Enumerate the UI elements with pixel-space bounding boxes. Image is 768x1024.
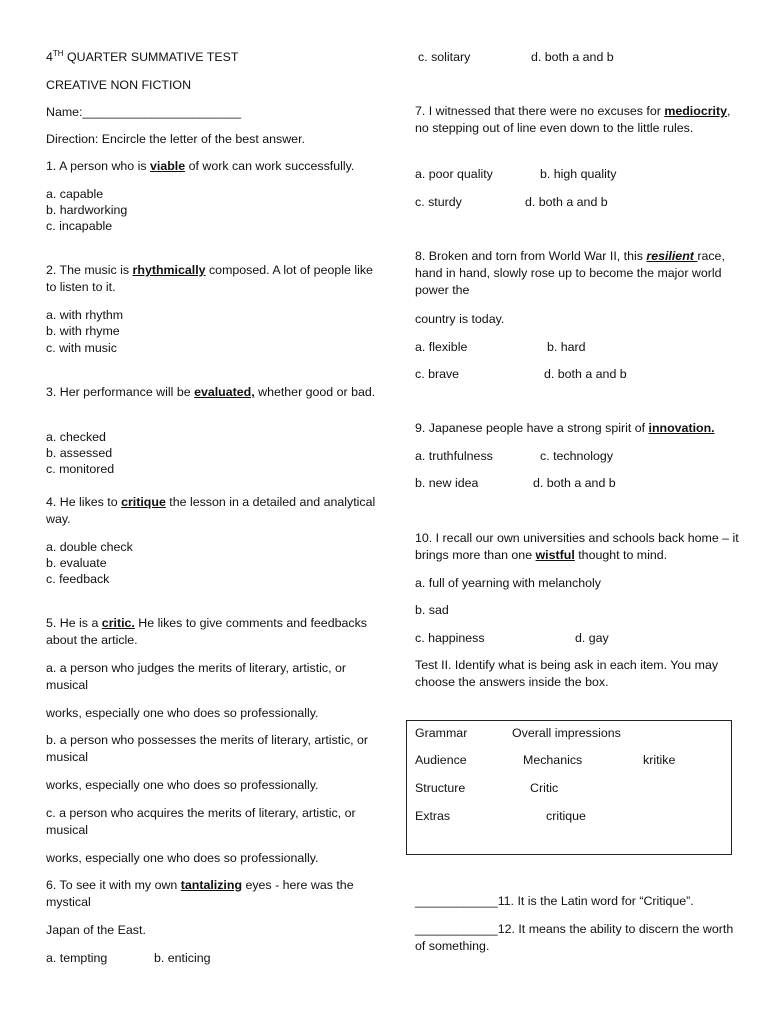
q7-option-d: d. both a and b: [525, 195, 608, 209]
q5-option-b: b. a person who possesses the merits of literary, artistic, or musical: [46, 733, 369, 764]
q4-option-c: c. feedback: [46, 572, 110, 586]
q7-option-b: b. high quality: [540, 167, 617, 181]
question-1: 1. A person who is viable of work can work successfully.: [46, 159, 355, 173]
q4-option-b: b. evaluate: [46, 556, 107, 570]
question-4: 4. He likes to critique the lesson in a detailed and analytical way.: [46, 495, 376, 526]
box-choice-critique: critique: [546, 809, 586, 823]
q9-option-d: d. both a and b: [533, 476, 616, 490]
q10-option-c: c. happiness: [415, 631, 485, 645]
name-field: Name:_______________________: [46, 105, 241, 119]
box-choice-extras: Extras: [415, 809, 451, 823]
box-choice-critic: Critic: [530, 781, 559, 795]
question-7: 7. I witnessed that there were no excuses for mediocrity, no stepping out of line even down to the little rules.: [415, 104, 731, 135]
q2-option-c: c. with music: [46, 341, 117, 355]
q5-option-b-cont: works, especially one who does so professionally.: [46, 778, 319, 792]
q10-option-b: b. sad: [415, 603, 449, 617]
box-choice-grammar: Grammar: [415, 726, 468, 740]
q5-option-c-cont: works, especially one who does so professionally.: [46, 851, 319, 865]
question-6: 6. To see it with my own tantalizing eyes - here was the mystical: [46, 878, 354, 909]
q9-option-b: b. new idea: [415, 476, 479, 490]
test-title: 4TH QUARTER SUMMATIVE TEST: [46, 49, 239, 64]
q10-option-d: d. gay: [575, 631, 609, 645]
q5-option-a-cont: works, especially one who does so professionally.: [46, 706, 319, 720]
q8-question-cont: country is today.: [415, 312, 505, 326]
q7-option-c: c. sturdy: [415, 195, 462, 209]
q4-option-a: a. double check: [46, 540, 133, 554]
q6-question-cont: Japan of the East.: [46, 923, 146, 937]
question-10: 10. I recall our own universities and schools back home – it brings more than one wistful thought to mind.: [415, 531, 739, 562]
question-8: 8. Broken and torn from World War II, this resilient race, hand in hand, slowly rose up to become the major world power the: [415, 249, 725, 297]
box-choice-kritike: kritike: [643, 753, 676, 767]
box-choice-audience: Audience: [415, 753, 467, 767]
box-choice-structure: Structure: [415, 781, 466, 795]
q10-option-a: a. full of yearning with melancholy: [415, 576, 601, 590]
box-choice-overall-impressions: Overall impressions: [512, 726, 621, 740]
q3-option-b: b. assessed: [46, 446, 113, 460]
q9-option-a: a. truthfulness: [415, 449, 493, 463]
box-choice-mechanics: Mechanics: [523, 753, 583, 767]
item-12: ____________12. It means the ability to discern the worth of something.: [415, 922, 734, 953]
q5-option-c: c. a person who acquires the merits of literary, artistic, or musical: [46, 806, 356, 837]
q6-option-c: c. solitary: [418, 50, 471, 64]
question-2: 2. The music is rhythmically composed. A lot of people like to listen to it.: [46, 263, 373, 294]
q1-option-a: a. capable: [46, 187, 104, 201]
q6-option-a: a. tempting: [46, 951, 108, 965]
q3-option-a: a. checked: [46, 430, 106, 444]
q8-option-d: d. both a and b: [544, 367, 627, 381]
q5-option-a: a. a person who judges the merits of literary, artistic, or musical: [46, 661, 347, 692]
q8-option-c: c. brave: [415, 367, 460, 381]
question-5: 5. He is a critic. He likes to give comments and feedbacks about the article.: [46, 616, 367, 647]
q1-option-c: c. incapable: [46, 219, 113, 233]
q7-option-a: a. poor quality: [415, 167, 493, 181]
direction-text: Direction: Encircle the letter of the best answer.: [46, 132, 305, 146]
q8-option-b: b. hard: [547, 340, 586, 354]
q6-option-d: d. both a and b: [531, 50, 614, 64]
q2-option-b: b. with rhyme: [46, 324, 120, 338]
test-2-direction: Test II. Identify what is being ask in each item. You may choose the answers inside the box.: [415, 658, 719, 689]
item-11: ____________11. It is the Latin word for “Critique”.: [415, 894, 694, 908]
q8-option-a: a. flexible: [415, 340, 468, 354]
subject-title: CREATIVE NON FICTION: [46, 78, 192, 92]
q3-option-c: c. monitored: [46, 462, 115, 476]
q9-option-c: c. technology: [540, 449, 614, 463]
q1-option-b: b. hardworking: [46, 203, 128, 217]
question-9: 9. Japanese people have a strong spirit of innovation.: [415, 421, 715, 435]
question-3: 3. Her performance will be evaluated, whether good or bad.: [46, 385, 376, 399]
q6-option-b: b. enticing: [154, 951, 211, 965]
q2-option-a: a. with rhythm: [46, 308, 124, 322]
